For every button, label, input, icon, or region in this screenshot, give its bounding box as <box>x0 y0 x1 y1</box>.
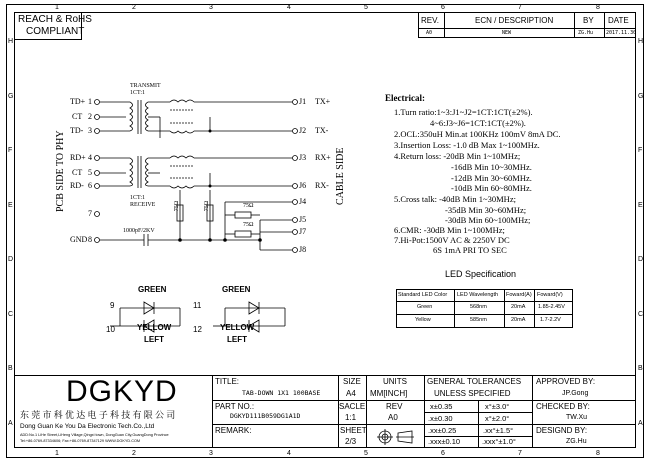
row-marker: F <box>8 147 13 154</box>
led-right-bottom-label: YELLOW <box>220 323 255 332</box>
tol-angle-2: .xx°±1.5° <box>483 426 514 435</box>
resistor-label-1: 75Ω <box>174 200 181 212</box>
led-header: LED Wavelength <box>457 292 499 298</box>
row-marker: H <box>638 38 644 45</box>
row-marker: B <box>8 365 13 372</box>
led-cell: Green <box>417 304 433 310</box>
row-marker: A <box>8 420 13 427</box>
pin-num-6: 6 <box>88 181 92 190</box>
part-no-label: PART NO.: <box>215 402 255 411</box>
ecn-value: NEW <box>502 30 512 36</box>
col-marker: 2 <box>132 450 136 457</box>
row-marker: H <box>8 38 14 45</box>
led-right-pin-a: 11 <box>193 301 202 310</box>
scale-value: 1:1 <box>345 413 357 422</box>
rev-header: REV. <box>421 16 439 25</box>
led-header: Foward(V) <box>537 292 563 298</box>
pin-num-7: 7 <box>88 209 92 218</box>
row-marker: D <box>8 256 14 263</box>
led-header: Foward(A) <box>506 292 532 298</box>
col-marker: 6 <box>441 4 445 11</box>
pin-num-j4: J4 <box>299 197 307 206</box>
led-left-bottom-label: YELLOW <box>137 323 172 332</box>
compliance-line-1: REACH & RoHS <box>18 14 92 25</box>
tol-angle-0: x°±3.0° <box>485 402 510 411</box>
pin-name-gnd: GND <box>70 235 88 244</box>
pin-num-j2: J2 <box>299 126 307 135</box>
led-spec-title: LED Specification <box>445 269 517 279</box>
date-header: DATE <box>608 16 629 25</box>
tol-linear-3: .xxx±0.10 <box>428 437 461 446</box>
transmit-label: TRANSMIT <box>130 83 161 89</box>
spec-line: 7.Hi-Pot:1500V AC & 2250V DC <box>394 235 510 245</box>
col-marker: 4 <box>287 450 291 457</box>
spec-line: -16dB Min 10~30MHz. <box>451 162 532 172</box>
pin-name-rx-plus: RX+ <box>315 153 331 162</box>
col-marker: 1 <box>55 450 59 457</box>
row-marker: C <box>8 311 14 318</box>
spec-line: -35dB Min 30~60MHz; <box>445 205 527 215</box>
spec-line: 3.Insertion Loss: -1.0 dB Max 1~100MHz. <box>394 140 540 150</box>
tol-linear-1: .x±0.30 <box>428 414 453 423</box>
pin-num-8: 8 <box>88 235 92 244</box>
electrical-title: Electrical: <box>385 93 425 103</box>
spec-line: 4.Return loss: -20dB Min 1~10MHz; <box>394 151 521 161</box>
pin-name-rd-plus: RD+ <box>70 153 86 162</box>
designed-label: DESIGND BY: <box>536 426 588 435</box>
units-value: MM[INCH] <box>370 389 408 398</box>
size-value: A4 <box>346 389 356 398</box>
pin-num-5: 5 <box>88 168 92 177</box>
col-marker: 5 <box>364 4 368 11</box>
pin-name-rx-minus: RX- <box>315 181 329 190</box>
led-cell: 20mA <box>511 317 526 323</box>
col-marker: 3 <box>209 450 213 457</box>
resistor-label-3: 75Ω <box>243 203 254 209</box>
led-cell: 1.85-2.45V <box>538 304 565 310</box>
sheet-label: SHEET <box>340 426 367 435</box>
led-right-side: LEFT <box>227 335 247 344</box>
row-marker: D <box>638 256 644 263</box>
pin-num-j8: J8 <box>299 245 307 254</box>
company-logo: DGKYD <box>66 375 178 408</box>
company-name-en: Dong Guan Ke You Da Electronic Tech.Co.,Ltd <box>20 423 155 430</box>
pin-name-td-plus: TD+ <box>70 97 86 106</box>
pin-name-td-minus: TD- <box>70 126 84 135</box>
resistor-label-4: 75Ω <box>243 222 254 228</box>
row-marker: A <box>638 420 643 427</box>
spec-line: 5.Cross talk: -40dB Min 1~30MHz; <box>394 194 516 204</box>
resistor-label-2: 75Ω <box>204 200 211 212</box>
row-marker: G <box>638 93 644 100</box>
pin-num-3: 3 <box>88 126 92 135</box>
pin-name-tx-plus: TX+ <box>315 97 331 106</box>
row-marker: E <box>8 202 13 209</box>
pin-name-tx-minus: TX- <box>315 126 329 135</box>
title-value: TAB-DOWN 1X1 100BASE <box>242 389 321 397</box>
spec-line: 6S 1mA PRI TO SEC <box>433 245 507 255</box>
ecn-header: ECN / DESCRIPTION <box>475 16 554 25</box>
by-header: BY <box>583 16 594 25</box>
row-marker: B <box>638 365 643 372</box>
spec-line: 4~6:J3~J6=1CT:1CT(±2%). <box>430 118 526 128</box>
tol-angle-3: .xxx°±1.0° <box>482 437 516 446</box>
pin-name-ct: CT <box>72 112 83 121</box>
transformer-schematic <box>60 80 360 260</box>
checked-value: TW.Xu <box>566 414 588 421</box>
col-marker: 6 <box>441 450 445 457</box>
title-label: TITLE: <box>215 377 240 386</box>
led-left-pin-b: 10 <box>106 325 115 334</box>
led-header: Standard LED Color <box>398 292 448 298</box>
spec-line: -12dB Min 30~60MHz. <box>451 173 532 183</box>
col-marker: 4 <box>287 4 291 11</box>
compliance-line-2: COMPLIANT <box>26 26 85 37</box>
general-tolerances: GENERAL TOLERANCES <box>427 377 522 386</box>
spec-line: 1.Turn ratio:1~3:J1~J2=1CT:1CT(±2%). <box>394 107 533 117</box>
cable-side-label: CABLE SIDE <box>335 147 346 205</box>
remark-label: REMARK: <box>215 426 252 435</box>
size-label: SIZE <box>343 377 361 386</box>
led-left-top-label: GREEN <box>138 285 167 294</box>
pin-num-4: 4 <box>88 153 92 162</box>
approved-value: JP.Gong <box>562 390 589 397</box>
rev-value: A0 <box>426 30 433 36</box>
spec-line: 6.CMR: -30dB Min 1~100MHz; <box>394 225 505 235</box>
by-value: ZG.Hu <box>578 30 594 36</box>
row-marker: E <box>638 202 643 209</box>
projection-symbol-icon <box>376 429 416 445</box>
pin-name-ct-2: CT <box>72 168 83 177</box>
spec-line: -10dB Min 60~80MHz. <box>451 183 532 193</box>
led-cell: 568nm <box>470 304 487 310</box>
col-marker: 5 <box>364 450 368 457</box>
sheet-value: 2/3 <box>345 437 357 446</box>
led-left-pin-a: 9 <box>110 301 115 310</box>
led-right-pin-b: 12 <box>193 325 202 334</box>
company-name-cn: 东 莞 市 科 优 达 电 子 科 技 有 限 公 司 <box>20 410 176 420</box>
col-marker: 8 <box>596 4 600 11</box>
col-marker: 7 <box>518 450 522 457</box>
pin-num-j7: J7 <box>299 227 307 236</box>
part-no-value: DGKYD111B059DG1A1D <box>230 412 301 420</box>
checked-label: CHECKED BY: <box>536 402 590 411</box>
col-marker: 3 <box>209 4 213 11</box>
col-marker: 1 <box>55 4 59 11</box>
row-marker: G <box>8 93 14 100</box>
spec-line: -30dB Min 60~100MHz; <box>445 215 531 225</box>
scale-label: SACLE <box>339 402 366 411</box>
tol-linear-0: x±0.35 <box>430 402 453 411</box>
pin-num-1: 1 <box>88 97 92 106</box>
led-right-top-label: GREEN <box>222 285 251 294</box>
col-marker: 8 <box>596 450 600 457</box>
row-marker: C <box>638 311 644 318</box>
rev-value-tb: A0 <box>388 413 398 422</box>
transmit-ratio: 1CT:1 <box>130 90 146 96</box>
col-marker: 2 <box>132 4 136 11</box>
spec-line: 2.OCL:350uH Min.at 100KHz 100mV 8mA DC. <box>394 129 561 139</box>
pin-num-j3: J3 <box>299 153 307 162</box>
row-marker: F <box>638 147 643 154</box>
led-cell: 585nm <box>470 317 487 323</box>
pin-num-j5: J5 <box>299 215 307 224</box>
capacitor-label: 1000pF/2KV <box>123 228 155 234</box>
pin-num-2: 2 <box>88 112 92 121</box>
company-contact: Tel:+86-0769-87334606; Fax:+86-0769-87347129 WWW.DGKYD.COM <box>20 439 141 443</box>
approved-label: APPROVED BY: <box>536 377 596 386</box>
tol-angle-1: x°±2.0° <box>485 414 510 423</box>
col-marker: 7 <box>518 4 522 11</box>
unless-specified: UNLESS SPECIFIED <box>434 389 511 398</box>
pin-name-rd-minus: RD- <box>70 181 84 190</box>
rev-label: REV <box>386 402 403 411</box>
pcb-side-label: PCB SIDE TO PHY <box>55 130 66 212</box>
designed-value: ZG.Hu <box>566 438 587 445</box>
receive-label: RECEIVE <box>130 202 156 208</box>
tol-linear-2: .xx±0.25 <box>428 426 457 435</box>
receive-ratio: 1CT:1 <box>130 195 146 201</box>
led-cell: 1.7-2.2V <box>540 317 561 323</box>
pin-num-j1: J1 <box>299 97 307 106</box>
led-cell: Yellow <box>415 317 431 323</box>
units-label: UNITS <box>383 377 407 386</box>
led-cell: 20mA <box>511 304 526 310</box>
led-left-side: LEFT <box>144 335 164 344</box>
pin-num-j6: J6 <box>299 181 307 190</box>
company-address: ADD:No.1 LiHe Street,LiHeng Village,Qingxi town, DongGuan City,GuangDong Province <box>20 433 169 437</box>
date-value: 2017.11.30 <box>606 30 637 36</box>
